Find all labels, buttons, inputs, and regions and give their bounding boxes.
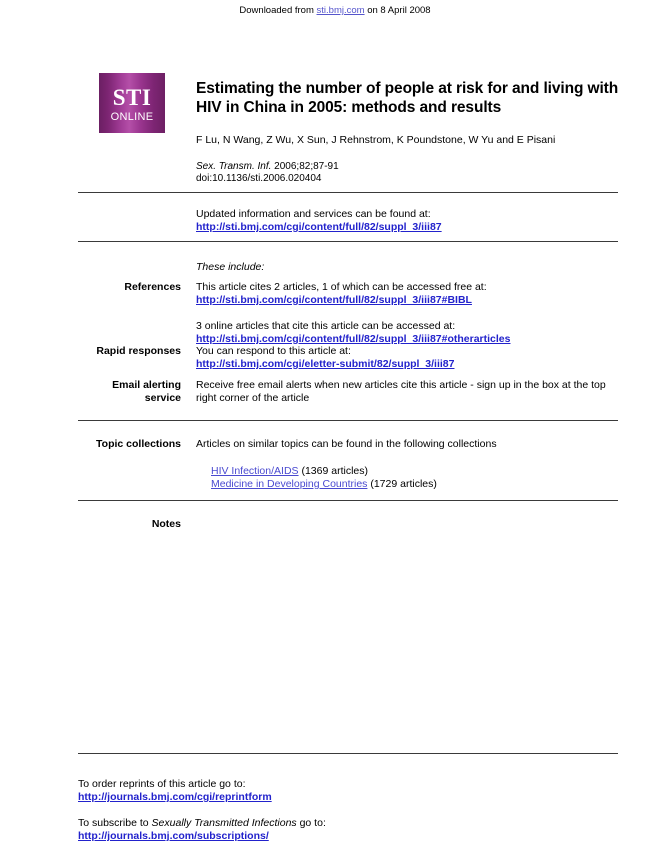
topic-count-hiv-infection-aids: (1369 articles): [298, 465, 368, 477]
rapid-responses-label: Rapid responses: [96, 345, 181, 357]
references-content: [196, 281, 618, 346]
citation-volume-pages: 2006;82;87-91: [271, 161, 339, 172]
subscribe-suffix: go to:: [296, 817, 326, 829]
reprints-text: To order reprints of this article go to:: [78, 778, 246, 790]
list-item: [211, 465, 618, 478]
logo-online-text: ONLINE: [110, 111, 154, 123]
notes-label: Notes: [151, 518, 181, 530]
article-citation: [196, 161, 626, 185]
updated-information-content: [196, 208, 618, 234]
banner-prefix: Downloaded from: [239, 5, 317, 16]
subscribe-journal-name: Sexually Transmitted Infections: [151, 817, 297, 829]
topic-collections-content: [196, 438, 618, 491]
updated-information-link[interactable]: http://sti.bmj.com/cgi/content/full/82/suppl_3/iii87: [196, 221, 442, 233]
references-bibl-link[interactable]: http://sti.bmj.com/cgi/content/full/82/suppl_3/iii87#BIBL: [196, 294, 472, 306]
topic-collections-intro: Articles on similar topics can be found in the following collections: [196, 438, 497, 450]
subscribe-block: [78, 817, 618, 843]
logo-sti-text: STI: [112, 85, 152, 110]
reprints-block: [78, 778, 618, 804]
email-alerting-label-line1: Email alerting: [112, 379, 181, 391]
footer-spacer: [78, 804, 618, 817]
sti-online-logo: [99, 73, 165, 133]
references-otherarticles-link[interactable]: http://sti.bmj.com/cgi/content/full/82/suppl_3/iii87#otherarticles: [196, 333, 511, 345]
email-alerting-row: [78, 379, 618, 405]
subscribe-text: [78, 817, 618, 830]
references-label: References: [124, 281, 181, 293]
email-alerting-content: [196, 379, 618, 405]
topic-link-hiv-infection-aids[interactable]: HIV Infection/AIDS: [211, 465, 299, 477]
these-include-row: [78, 261, 618, 274]
banner-suffix: on 8 April 2008: [364, 5, 431, 16]
rapid-responses-content: [196, 345, 618, 371]
divider-rule-5: [78, 753, 618, 754]
divider-rule-2: [78, 241, 618, 242]
article-title: Estimating the number of people at risk for and living with HIV in China in 2005: methods and results: [196, 80, 619, 116]
rapid-responses-link[interactable]: http://sti.bmj.com/cgi/eletter-submit/82/suppl_3/iii87: [196, 358, 455, 370]
topic-count-medicine-developing-countries: (1729 articles): [367, 478, 437, 490]
article-doi: doi:10.1136/sti.2006.020404: [196, 173, 322, 184]
footer-block: [78, 778, 618, 843]
rapid-responses-row: [78, 345, 618, 371]
updated-information-text: Updated information and services can be found at:: [196, 208, 431, 220]
updated-information-row: [78, 208, 618, 234]
divider-rule-3: [78, 420, 618, 421]
topic-collections-list: [211, 465, 618, 491]
journal-name: Sex. Transm. Inf.: [196, 161, 272, 172]
article-authors: F Lu, N Wang, Z Wu, X Sun, J Rehnstrom, K Poundstone, W Yu and E Pisani: [196, 134, 556, 146]
banner-source-link[interactable]: sti.bmj.com: [316, 5, 365, 16]
topic-collections-row: [78, 438, 618, 491]
subscribe-link[interactable]: http://journals.bmj.com/subscriptions/: [78, 830, 269, 842]
divider-rule-1: [78, 192, 618, 193]
downloaded-from-banner: [0, 5, 670, 17]
reprints-link[interactable]: http://journals.bmj.com/cgi/reprintform: [78, 791, 272, 803]
email-alerting-label: [78, 379, 181, 405]
these-include-content: [196, 261, 618, 274]
references-cites-text: This article cites 2 articles, 1 of which can be accessed free at:: [196, 281, 487, 293]
rapid-responses-text: You can respond to this article at:: [196, 345, 351, 357]
references-citedby-text: 3 online articles that cite this article can be accessed at:: [196, 320, 456, 332]
these-include-text: These include:: [196, 261, 265, 273]
topic-link-medicine-developing-countries[interactable]: Medicine in Developing Countries: [211, 478, 368, 490]
email-alerting-label-line2: service: [144, 392, 181, 404]
references-spacer: [196, 307, 618, 320]
divider-rule-4: [78, 500, 618, 501]
email-alerting-text: Receive free email alerts when new articles cite this article - sign up in the box at the top right corner of the article: [196, 379, 606, 404]
subscribe-prefix: To subscribe to: [78, 817, 152, 829]
topic-collections-label: Topic collections: [96, 438, 181, 450]
list-item: [211, 478, 618, 491]
references-row: [78, 281, 618, 346]
